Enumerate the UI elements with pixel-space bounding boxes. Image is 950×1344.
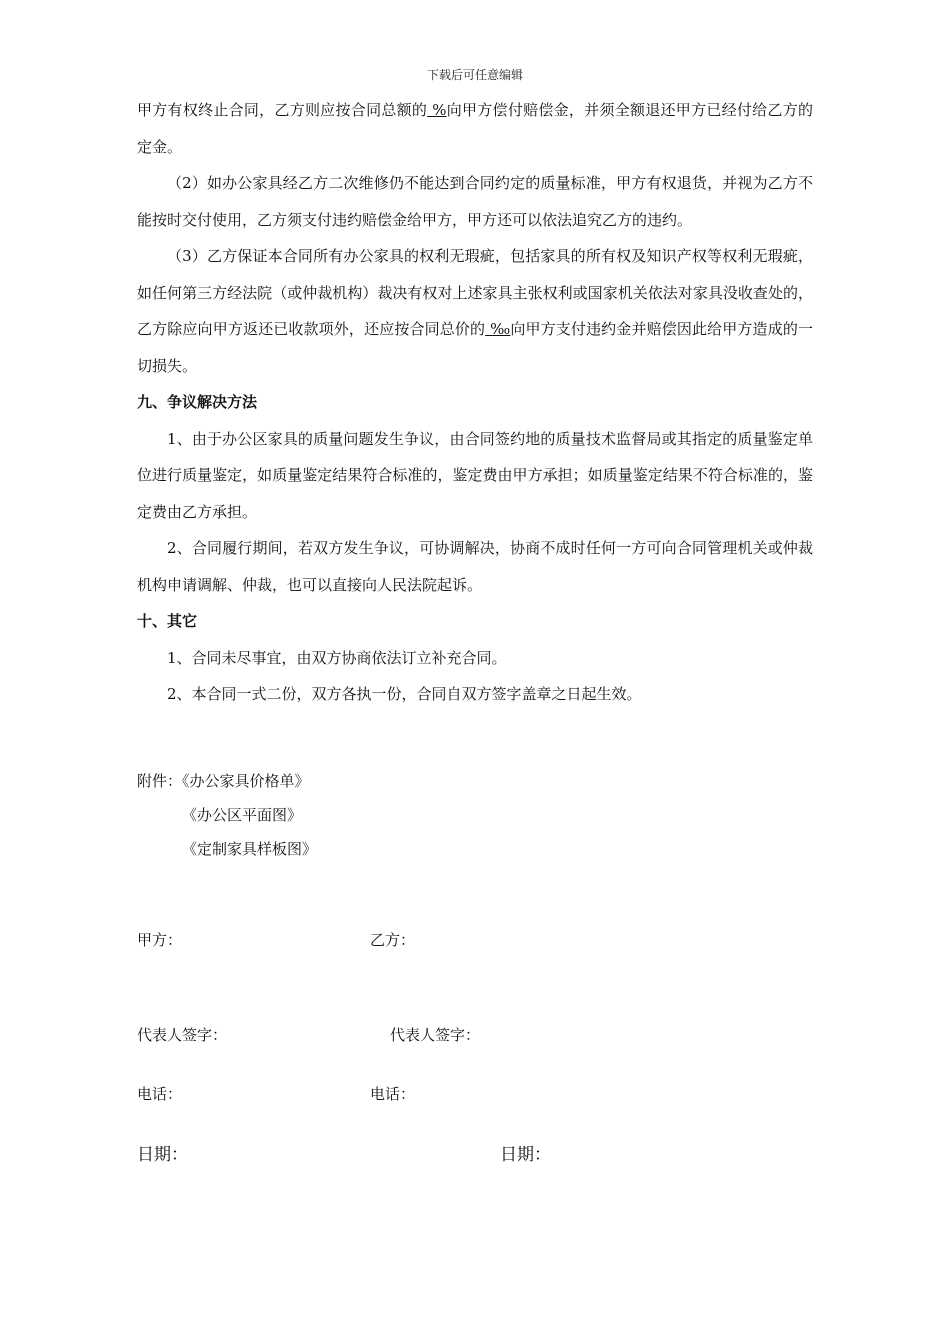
- date-a-label: 日期：: [137, 1145, 188, 1165]
- phone-a-label: 电话：: [137, 1085, 183, 1103]
- attachment-item: 《定制家具样板图》: [182, 840, 318, 858]
- section-10-title: 十、其它: [137, 612, 198, 630]
- date-b-label: 日期：: [500, 1145, 551, 1165]
- paragraph-clause-3: [137, 238, 813, 384]
- section-9-item-2: 2、合同履行期间，若双方发生争议，可协调解决，协商不成时任何一方可向合同管理机关或仲裁机构申请调解、仲裁，也可以直接向人民法院起诉。: [137, 539, 813, 594]
- blank-percent: %: [427, 101, 447, 119]
- rep-b-label: 代表人签字：: [390, 1026, 481, 1044]
- paragraph-clause-2: （2）如办公家具经乙方二次维修仍不能达到合同约定的质量标准，甲方有权退货，并视为乙方不能按时交付使用，乙方须支付违约赔偿金给甲方，甲方还可以依法追究乙方的违约。: [137, 174, 813, 229]
- section-9-item-1: 1、由于办公区家具的质量问题发生争议，由合同签约地的质量技术监督局或其指定的质量鉴定单位进行质量鉴定，如质量鉴定结果符合标准的，鉴定费由甲方承担；如质量鉴定结果不符合标准的，鉴定费由乙方承担。: [137, 429, 813, 521]
- text-segment: （3）乙方保证本合同所有办公家具的权利无瑕疵，包括家具的所有权及知识产权等权利无瑕疵，如任何第三方经法院（或仲裁机构）裁决有权对上述家具主张权利或国家机关依法对家具没收查处的，乙方除应向甲方返还已收款项外，还应按合同总价的: [137, 247, 813, 338]
- attachment-item: 《办公家具价格单》: [182, 772, 310, 790]
- rep-a-label: 代表人签字：: [137, 1026, 228, 1044]
- text-segment: 甲方有权终止合同，乙方则应按合同总额的: [137, 101, 428, 119]
- party-a-label: 甲方：: [137, 931, 183, 949]
- text-segment: 向甲方偿付赔偿金，并须全额退还甲方已经付给乙方的定金。: [137, 101, 813, 156]
- attachments-label: 附件：: [137, 772, 183, 790]
- attachment-item: 《办公区平面图》: [182, 806, 303, 824]
- phone-b-label: 电话：: [370, 1085, 416, 1103]
- document-body: [137, 92, 813, 713]
- party-b-label: 乙方：: [370, 931, 416, 949]
- section-10-item-2: 2、本合同一式二份，双方各执一份，合同自双方签字盖章之日起生效。: [167, 685, 642, 703]
- attachments-line-1: [137, 770, 310, 791]
- section-10-item-1: 1、合同未尽事宜，由双方协商依法订立补充合同。: [167, 648, 507, 667]
- text-segment: 向甲方支付违约金并赔偿因此给甲方造成的一切损失。: [137, 320, 813, 375]
- page-header: 下载后可任意编辑: [426, 68, 523, 82]
- section-9-title: 九、争议解决方法: [137, 393, 258, 411]
- blank-permille: ‰: [485, 320, 511, 338]
- paragraph-termination: [137, 92, 813, 165]
